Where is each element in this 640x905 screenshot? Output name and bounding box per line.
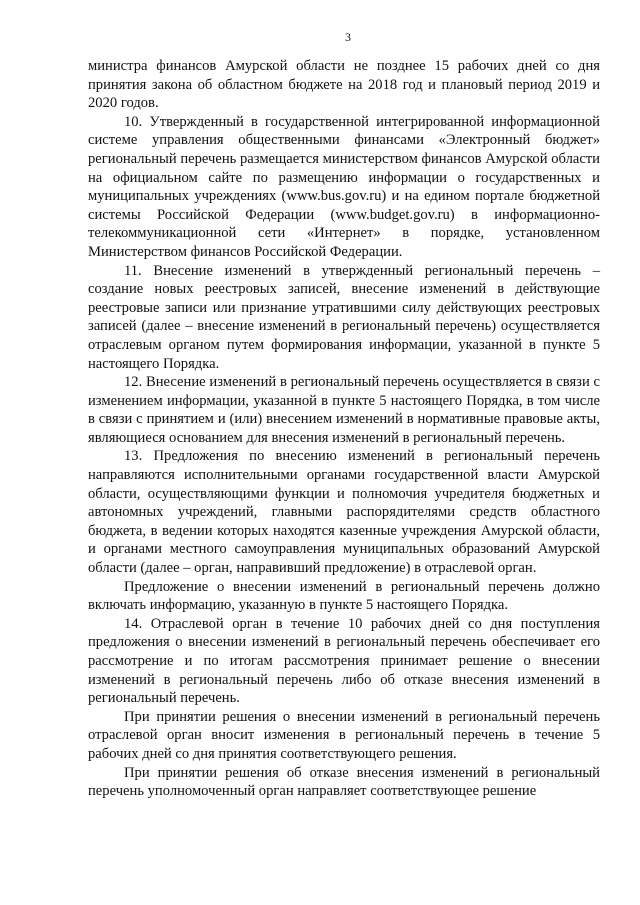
paragraph-item-11: 11. Внесение изменений в утвержденный региональный перечень – создание новых реестровых записей, внесение изменений в действующие реестровые записи или признание утратившими силу действующих реестровых записей (далее – внесение изменений в региональный перечень) осуществляется отраслевым органом путем формирования информации, указанной в пункте 5 настоящего Порядка. [88, 262, 600, 372]
paragraph-item-10: 10. Утвержденный в государственной интегрированной информационной системе управления общественными финансами «Электронный бюджет» региональный перечень размещается министерством финансов Амурской области на официальном сайте по размещению информации о государственных и муниципальных учреждениях (www.bus.gov.ru) и на едином портале бюджетной системы Российской Федерации (www.budget.gov.ru) в информационно-телекоммуникационной сети «Интернет» в порядке, установленном Министерством финансов Российской Федерации. [88, 113, 600, 260]
paragraph-item-14-refusal: При принятии решения об отказе внесения изменений в региональный перечень уполномоченный орган направляет соответствующее решение [88, 764, 600, 800]
paragraph-continuation: министра финансов Амурской области не позднее 15 рабочих дней со дня принятия закона об областном бюджете на 2018 год и плановый период 2019 и 2020 годов. [88, 58, 600, 112]
paragraph-item-14: 14. Отраслевой орган в течение 10 рабочих дней со дня поступления предложения о внесении изменений в региональный перечень обеспечивает его рассмотрение и по итогам рассмотрения принимает решение о внесении изменений в региональный перечень либо об отказе внесения изменений в региональный перечень. [88, 615, 600, 707]
page-number: 3 [345, 30, 351, 44]
paragraph-item-12: 12. Внесение изменений в региональный перечень осуществляется в связи с изменением информации, указанной в пункте 5 настоящего Порядка, в том числе в связи с принятием и (или) внесением изменений в нормативные правовые акты, являющиеся основанием для внесения изменений в региональный перечень. [88, 374, 600, 446]
paragraph-item-14-approval: При принятии решения о внесении изменений в региональный перечень отраслевой орган вносит изменения в региональный перечень в течение 5 рабочих дней со дня принятия соответствующего решения. [88, 708, 600, 762]
paragraph-item-13-proposal-content: Предложение о внесении изменений в региональный перечень должно включать информацию, указанную в пункте 5 настоящего Порядка. [88, 578, 600, 614]
paragraph-item-13: 13. Предложения по внесению изменений в региональный перечень направляются исполнительными органами государственной власти Амурской области, осуществляющими функции и полномочия учредителя бюджетных и автономных учреждений, главными распорядителями средств областного бюджета, в ведении которых находятся казенные учреждения Амурской области, и органами местного самоуправления муниципальных образований Амурской области (далее – орган, направивший предложение) в отраслевой орган. [88, 448, 600, 577]
